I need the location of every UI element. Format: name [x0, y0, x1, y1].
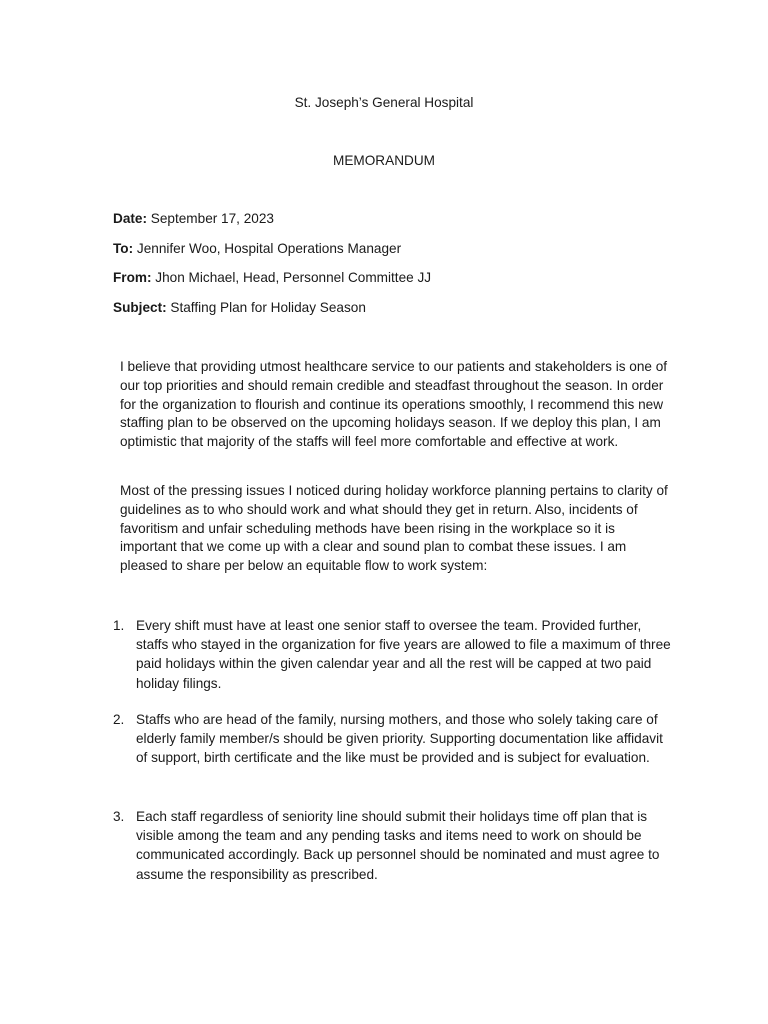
body-paragraph-1: I believe that providing utmost healthcare service to our patients and stakeholders is one of our top priorities and should remain credible and steadfast throughout the season. In order for the organization to flourish and continue its operations smoothly, I recommend this new staffing plan to be observed on the upcoming holidays season. If we deploy this plan, I am optimistic that majority of the staffs will feel more comfortable and effective at work.: [120, 359, 668, 450]
list-item-text: Every shift must have at least one senior staff to oversee the team. Provided further, staffs who stayed in the organization for five years are allowed to file a maximum of three paid holidays within the given calendar year and all the rest will be capped at two paid holiday filings.: [136, 618, 671, 691]
list-item: [113, 616, 673, 693]
subject-value: Staffing Plan for Holiday Season: [170, 299, 366, 315]
from-line: [113, 269, 673, 299]
date-label: Date:: [113, 211, 147, 226]
body-paragraph-2: Most of the pressing issues I noticed during holiday workforce planning pertains to clarity of guidelines as to who should work and what should they get in return. Also, incidents of favoritism and unfair scheduling methods have been rising in the workplace so it is important that we come up with a clear and sound plan to combat these issues. I am pleased to share per below an equitable flow to work system:: [120, 483, 668, 574]
memo-header: [113, 210, 673, 328]
organization-name: St. Joseph’s General Hospital: [294, 95, 474, 110]
list-item: [113, 807, 673, 884]
list-item-text: Staffs who are head of the family, nursing mothers, and those who solely taking care of elderly family member/s should be given priority. Supporting documentation like affidavit of support, birth certificate and the like must be provided and is subject for evaluation.: [136, 712, 663, 766]
memo-title: MEMORANDUM: [333, 153, 435, 168]
from-value: Jhon Michael, Head, Personnel Committee JJ: [155, 270, 432, 285]
to-label: To:: [113, 240, 134, 256]
from-label: From:: [113, 270, 152, 285]
to-value: Jennifer Woo, Hospital Operations Manager: [136, 240, 402, 256]
list-item: [113, 710, 673, 768]
date-value: September 17, 2023: [150, 211, 274, 226]
date-line: [113, 210, 673, 240]
list-item-number: 3.: [113, 809, 125, 824]
subject-label: Subject:: [113, 299, 167, 315]
list-item-text: Each staff regardless of seniority line should submit their holidays time off plan that is visible among the team and any pending tasks and items need to work on should be communicated accordingly. Back up personnel should be nominated and must agree to assume the responsibility as prescribed.: [136, 809, 660, 882]
to-line: [113, 240, 673, 270]
list-item-number: 1.: [113, 618, 125, 633]
list-item-number: 2.: [113, 712, 125, 727]
subject-line: [113, 299, 673, 329]
